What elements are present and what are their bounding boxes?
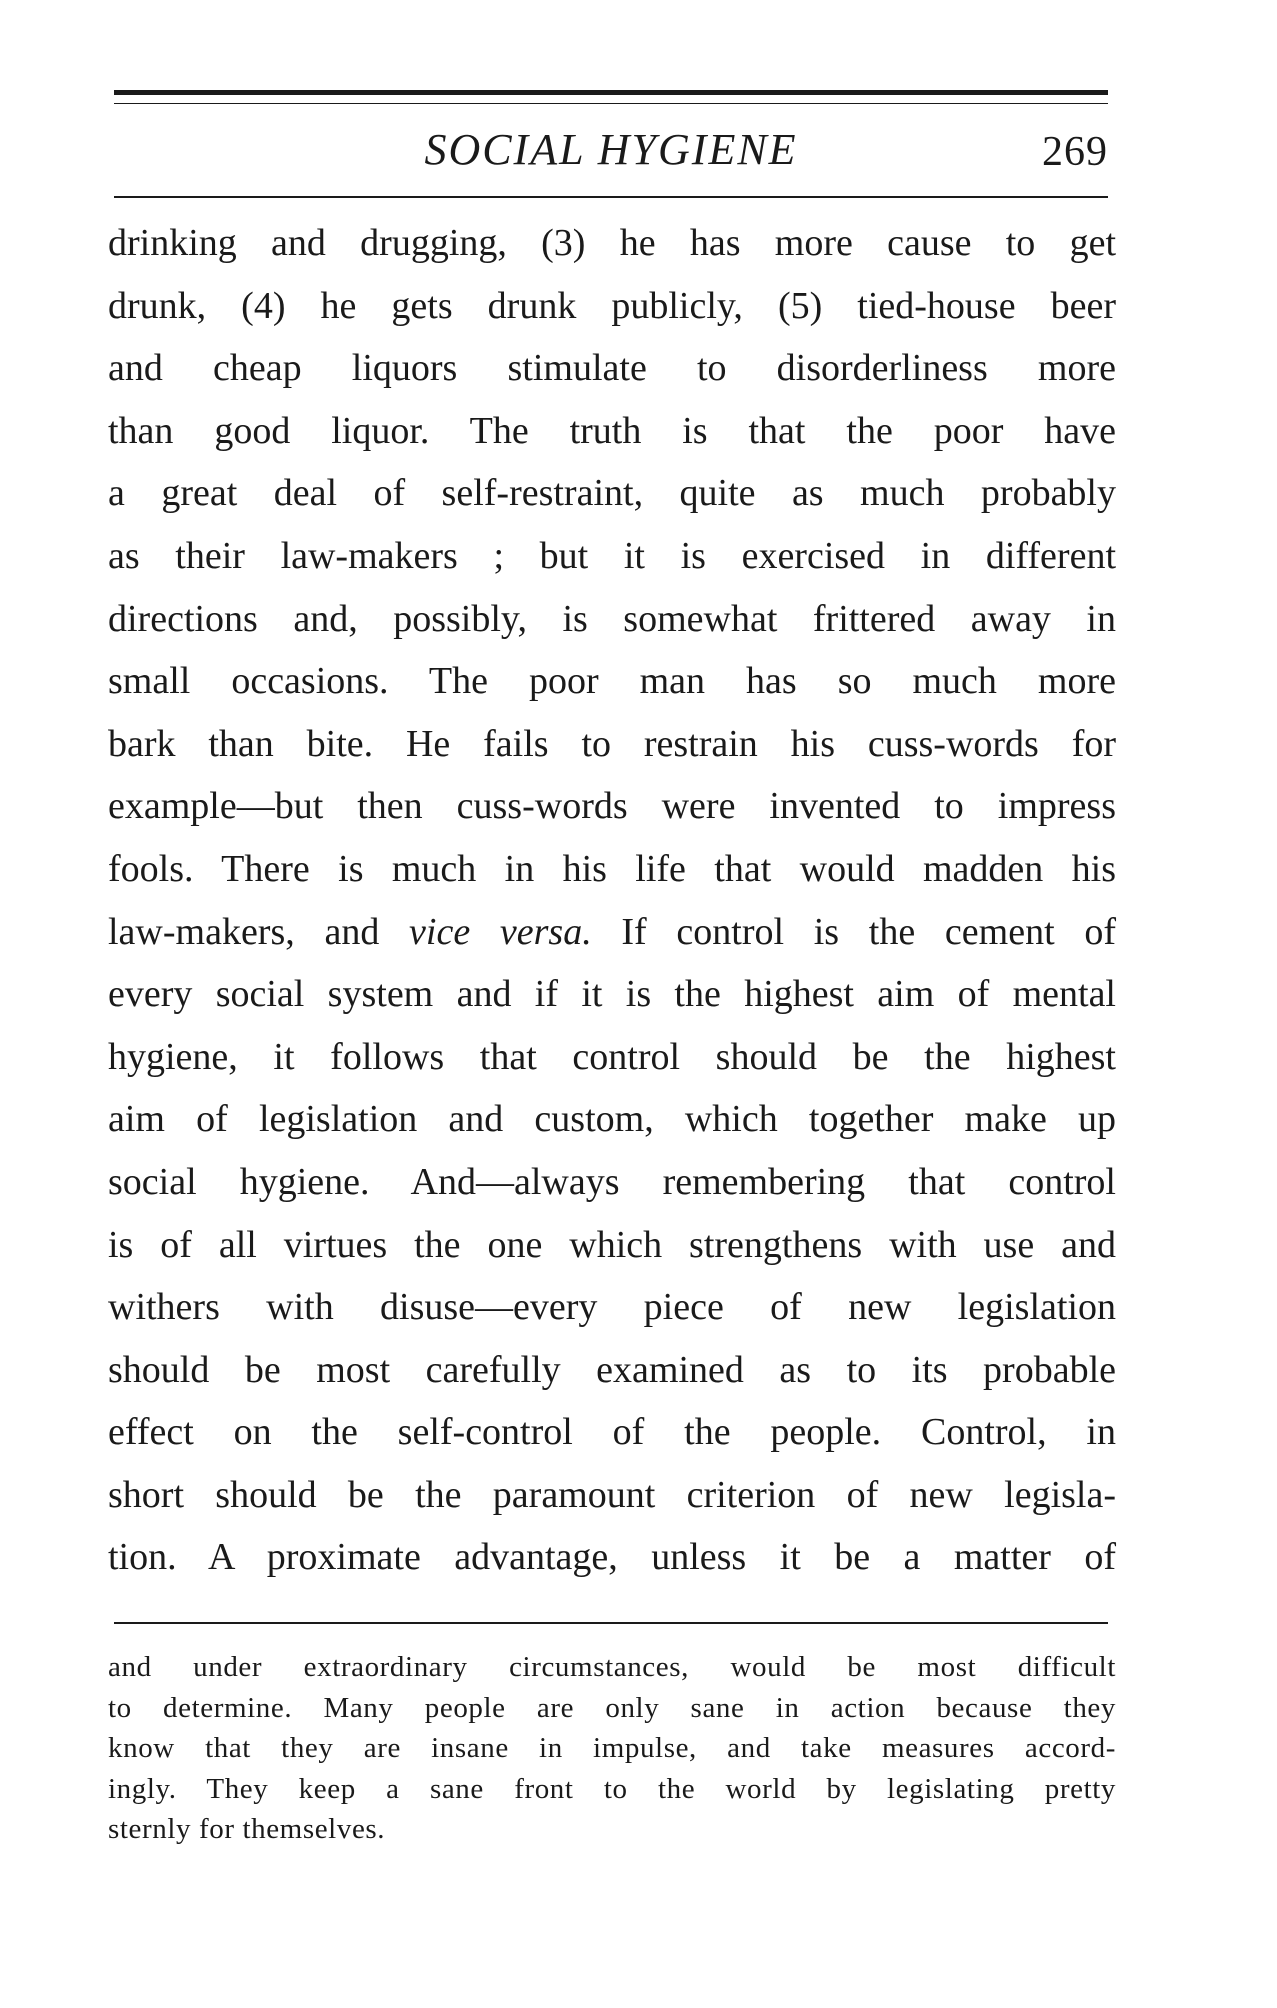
body-line: should be most carefully examined as to its probable: [108, 1348, 1116, 1391]
body-line: than good liquor. The truth is that the poor have: [108, 409, 1116, 452]
body-line: social hygiene. And—always remembering that control: [108, 1160, 1116, 1203]
body-line: is of all virtues the one which strengthens with use and: [108, 1223, 1116, 1266]
header-rule-thick: [114, 90, 1108, 95]
body-line: small occasions. The poor man has so much more: [108, 660, 1116, 703]
body-line: drinking and drugging, (3) he has more cause to get: [108, 222, 1116, 264]
body-line: hygiene, it follows that control should be the highest: [108, 1035, 1116, 1078]
footnote-line: and under extraordinary circumstances, would be most difficult: [108, 1651, 1116, 1683]
footnote-line: sternly for themselves.: [108, 1813, 386, 1845]
body-line: as their law-makers ; but it is exercised in different: [108, 534, 1116, 577]
footnote-line: to determine. Many people are only sane in action because they: [108, 1691, 1116, 1724]
body-line: short should be the paramount criterion of new legisla-: [108, 1473, 1116, 1516]
body-line: drunk, (4) he gets drunk publicly, (5) tied-house beer: [108, 284, 1116, 327]
body-line: a great deal of self-restraint, quite as much probably: [108, 472, 1116, 515]
italic-phrase: vice versa.: [409, 910, 592, 953]
body-line: fools. There is much in his life that would madden his: [108, 847, 1116, 890]
footnote-line: ingly. They keep a sane front to the world by legislating pretty: [108, 1772, 1116, 1805]
page-number: 269: [1042, 129, 1108, 175]
footnote: [108, 1647, 1116, 1850]
body-line: directions and, possibly, is somewhat frittered away in: [108, 597, 1116, 640]
body-line: aim of legislation and custom, which together make up: [108, 1098, 1116, 1141]
body-line: [108, 901, 1116, 964]
footnote-line: know that they are insane in impulse, and take measures accord-: [108, 1732, 1116, 1764]
body-text: [108, 212, 1116, 1589]
body-line: effect on the self-control of the people. Control, in: [108, 1411, 1116, 1454]
body-line: withers with disuse—every piece of new legislation: [108, 1286, 1116, 1329]
header-rule-thin: [114, 103, 1108, 104]
book-page: [108, 0, 1116, 2008]
header-bottom-rule: [114, 196, 1108, 198]
body-line-segment: law-makers, and: [108, 910, 380, 953]
footnote-rule: [114, 1622, 1108, 1624]
running-title: SOCIAL HYGIENE: [424, 125, 798, 174]
body-line: tion. A proximate advantage, unless it be a matter of: [108, 1536, 1116, 1579]
body-line: example—but then cuss-words were invented to impress: [108, 785, 1116, 828]
running-head: [114, 120, 1108, 180]
body-line: and cheap liquors stimulate to disorderliness more: [108, 347, 1116, 390]
body-line: every social system and if it is the highest aim of mental: [108, 973, 1116, 1016]
body-line-segment: If control is the cement of: [621, 910, 1116, 953]
body-line: bark than bite. He fails to restrain his cuss-words for: [108, 722, 1116, 765]
